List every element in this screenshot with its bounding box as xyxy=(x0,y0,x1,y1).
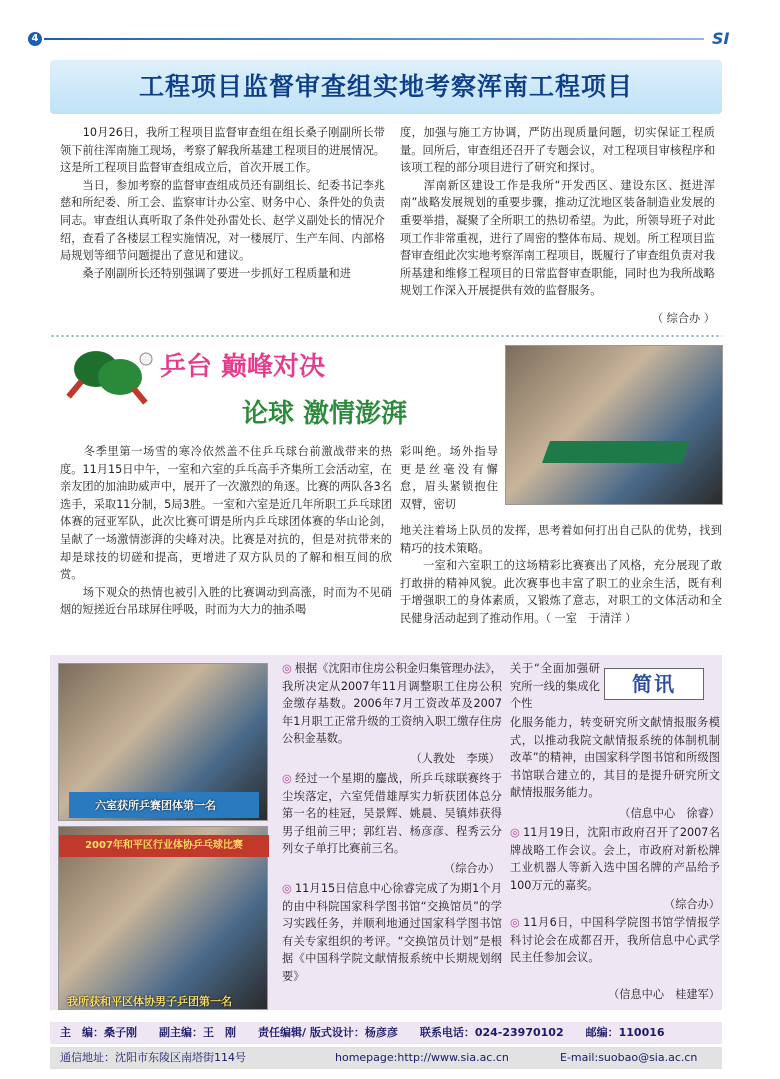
divider xyxy=(50,335,722,337)
photo2-banner: 2007年和平区行业体协乒乓球比赛 xyxy=(59,835,269,857)
homepage-link[interactable]: homepage:http://www.sia.ac.cn xyxy=(335,1051,509,1064)
brief-col2-rest: 化服务能力，转变研究所文献情报服务模式，以推动我院文献情报系统的体制机制改革”的精神，由国家科学图书馆和所级图书馆联合建立的，其目的是提升研究所文献情报服务能力。 xyxy=(510,716,720,800)
brief-sig-4: （综合办） xyxy=(664,898,720,911)
article1-right-column: 度，加强与施工方协调，严防出现质量问题，切实保证工程质量。回所后，审查组还召开了专题会议，对工程项目审核程序和该项工程的部分项目进行了研究和探讨。 浑南新区建设工作是我所“开发西区、建设东区、挺进浑南”战略发展规划的重要步骤，推动辽沈地区装备制造业发展的重要举措，凝聚了全所职工的热切希望。为此，所领导班子对此项工作非常重视，进行了周密的整体布局、规划。所工程项目监督审查组此次实地考察浑南工程项目，既履行了审查组负责对我所基建和维修工程项目的日常监督审查职能，同时也为我所战略规划工作深入开展提供有效的监督服务。 xyxy=(400,126,715,298)
team-photo-2 xyxy=(58,826,268,1010)
brief-item-brand: ◎ 11月19日，沈阳市政府召开了2007名牌战略工作会议。会上，市政府对新松牌工业机器人等新入选中国名牌的产品给予100万元的嘉奖。 xyxy=(510,824,720,898)
ping-pong-match-photo xyxy=(505,345,723,505)
team-photo-1 xyxy=(58,663,268,821)
bullet-icon xyxy=(282,882,295,895)
bullet-icon xyxy=(282,772,295,785)
brief-sig-3: （信息中心 徐睿） xyxy=(619,807,720,820)
photo2-caption: 我所获和平区体协男子乒团第一名 xyxy=(67,995,232,1008)
header-rule xyxy=(44,38,704,40)
brief-item-housing: ◎ 根据《沈阳市住房公积金归集管理办法》，我所决定从2007年11月调整职工住房公积金缴存基数。2006年7月工资改革及2007年1月职工正常升级的工资纳入职工缴存住房公积金基数。 xyxy=(282,660,502,750)
brief-sig-5: （信息中心 桂建军） xyxy=(608,988,720,1001)
brief-item-librarian: ◎ 11月15日信息中心徐睿完成了为期1个月的由中科院国家科学图书馆“交换馆员”的学习实践任务，并顺利地通过国家科学图书馆有关专家组织的考评。“交换馆员计划”是根据《中国科学院文献情报系统中长期规划纲要》 xyxy=(282,880,502,1010)
article2-right-column: 地关注着场上队员的发挥，思考着如何打出自己队的优势，找到精巧的技术策略。 一室和六室职工的这场精彩比赛赛出了风格，充分展现了敢打敢拼的精神风貌。此次赛事也丰富了职工的业余生活，既有利于增强职工的身体素质，又锻炼了意志，对职工的文体活动和全民健身活动起到了推动作用。（ 一室 于清洋 ） xyxy=(400,524,722,625)
contact-bar xyxy=(50,1047,722,1069)
address: 通信地址：沈阳市东陵区南塔街114号 xyxy=(60,1051,246,1064)
bullet-icon xyxy=(510,826,523,839)
institute-logo: SI xyxy=(712,29,730,48)
brief-heading: 简讯 xyxy=(604,668,704,700)
article1-left-column: 10月26日，我所工程项目监督审查组在组长桑子刚副所长带领下前往浑南施工现场，考察了解我所基建工程项目的进展情况。这是所工程项目监督审查组成立后，首次开展工作。 当日，参加考察的监督审查组成员还有副组长、纪委书记李兆慈和所纪委、所工会、监察审计办公室、财务中心、条件处的负责同志。审查组认真听取了条件处孙雷处长、赵学义副处长的情况介绍，查看了各楼层工程实施情况，对一楼展厅、生产车间、内部格局规划等细节问题提出了意见和建议。 桑子刚副所长还特别强调了要进一步抓好工程质量和进 xyxy=(60,126,385,280)
article2-title-line1: 乒台 巅峰对决 xyxy=(160,352,326,382)
ping-pong-table-shape xyxy=(542,441,690,463)
article1-title-banner xyxy=(50,60,722,114)
article2-mid-column: 彩叫绝。场外指导更是丝毫没有懈怠，眉头紧锁抱住双臂，密切 xyxy=(400,445,498,511)
brief-item-pingpong: ◎ 经过一个星期的鏖战，所乒乓球联赛终于尘埃落定，六室凭借雄厚实力斩获团体总分第一名的桂冠，吴景辉、姚晨、吴镇炜获得男子组前三甲；郭红岩、杨彦彦、程秀云分列女子单打比赛前三名。 xyxy=(282,770,502,860)
brief-sig-2: （综合办） xyxy=(444,862,500,875)
brief-sig-1: （人教处 李瑛） xyxy=(410,752,500,765)
bullet-icon xyxy=(282,662,295,675)
photo1-caption: 六室获所乒赛团体第一名 xyxy=(95,799,216,812)
page-number: 4 xyxy=(28,32,42,46)
article1-signature: （ 综合办 ） xyxy=(651,312,715,325)
ping-pong-paddles-icon xyxy=(58,345,153,405)
bullet-icon xyxy=(510,916,523,929)
article2-left-column: 冬季里第一场雪的寒冷依然盖不住乒乓球台前激战带来的热度。11月15日中午，一室和六室的乒乓高手齐集所工会活动室，在亲友团的加油助威声中，展开了一次激烈的角逐。比赛的两队各3名选手，采取11分制，5局3胜。一室和六室是近几年所职工乒乓球团体赛的冠亚军队，此次比赛可谓是所内乒乓球团体赛的华山论剑，呈献了一场激情澎湃的尖峰对决。比赛是对抗的，但是对抗带来的却是球技的切磋和提高，更增进了双方队员的了解和相互间的欣赏。 场下观众的热情也被引入胜的比赛调动到高涨，时而为不见硝烟的短搓近台吊球屏住呼吸，时而为大力的抽杀喝 xyxy=(60,445,392,617)
masthead-credits: 主 编：桑子刚 副主编：王 刚 责任编辑/ 版式设计：杨彦彦 联系电话：024-23970102 邮编：110016 xyxy=(50,1022,722,1044)
article1-title: 工程项目监督审查组实地考察浑南工程项目 xyxy=(138,72,633,101)
brief-col2-top: 关于“全面加强研究所一线的集成化个性 xyxy=(510,662,600,711)
email-link[interactable]: E-mail:suobao@sia.ac.cn xyxy=(560,1051,698,1064)
brief-item-library-meeting: ◎ 11月6日，中国科学院图书馆学情报学科讨论会在成都召开，我所信息中心武学民主任参加会议。 xyxy=(510,914,720,970)
article2-title-line2: 论球 激情澎湃 xyxy=(242,399,408,429)
